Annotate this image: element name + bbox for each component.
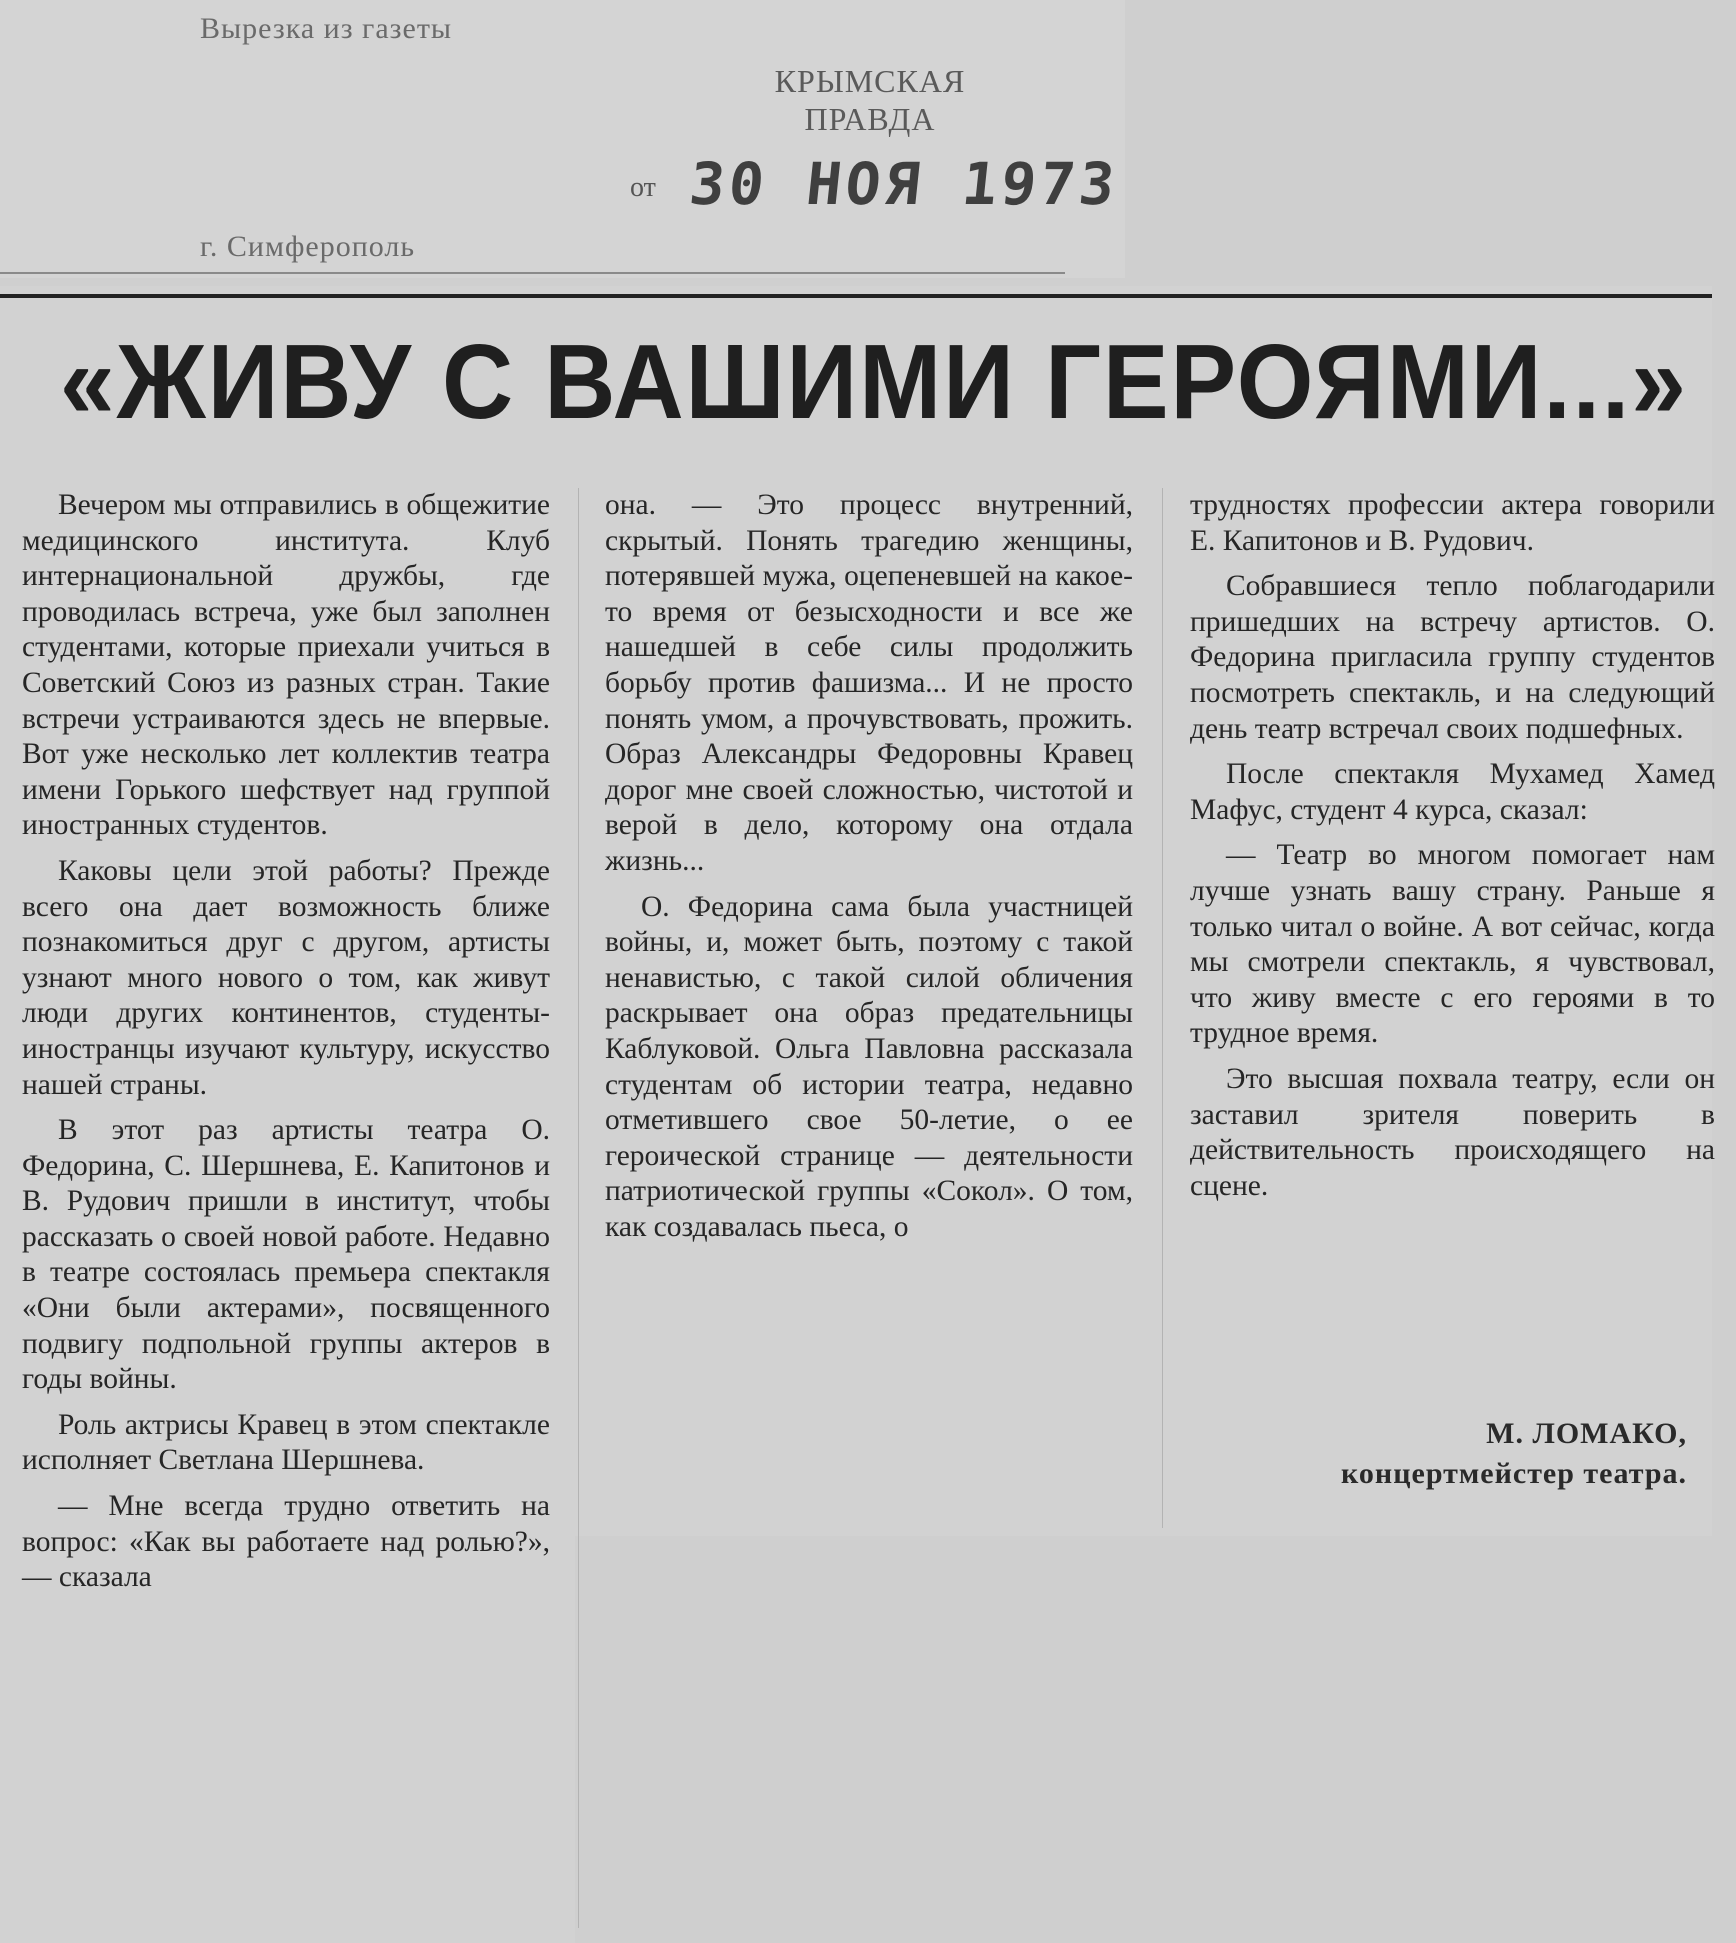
newspaper-name-line2: ПРАВДА [804,101,936,137]
paragraph: В этот раз артисты театра О. Федорина, С. Шершнева, Е. Капитонов и В. Рудович пришли в институт, чтобы рассказать о своей новой работе. Недавно в театре состоялась премьера спектакля «Они были актерами», посвященного подвигу подпольной группы актеров в годы войны. [22,1114,550,1396]
author-name: М. ЛОМАКО, [1486,1417,1687,1450]
article-column-2 [605,488,1133,1255]
column-divider-1 [578,488,579,1928]
paragraph: Это высшая похвала театру, если он заставил зрителя поверить в действительность происходящего на сцене. [1190,1062,1715,1202]
paragraph: — Мне всегда трудно ответить на вопрос: «Как вы работаете над ролью?», — сказала [22,1490,550,1594]
newspaper-name [690,62,1050,138]
date-from-label: от [630,172,656,203]
paragraph: Собравшиеся тепло поблагодарили пришедших на встречу артистов. О. Федорина пригласила группу студентов посмотреть спектакль, и на следующий день театр встречал своих подшефных. [1190,570,1715,745]
date-stamp: 30 НОЯ 1973 [686,150,1122,218]
paragraph: Вечером мы отправились в общежитие медицинского института. Клуб интернациональной дружбы, где проводилась встреча, уже был заполнен студентами, которые приехали учиться в Советский Союз из разных стран. Такие встречи устраиваются здесь не впервые. Вот уже несколько лет коллектив театра имени Горького шефствует над группой иностранных студентов. [22,489,550,842]
column-divider-2 [1162,488,1163,1528]
article-top-rule [0,294,1712,298]
paragraph: После спектакля Мухамед Хамед Мафус, студент 4 курса, сказал: [1190,758,1715,826]
paragraph: Каковы цели этой работы? Прежде всего она дает возможность ближе познакомиться друг с другом, артисты узнают много нового о том, как живут люди других континентов, студенты-иностранцы изучают культуру, искусство нашей страны. [22,854,550,1101]
clipping-header [0,0,1125,278]
paragraph: — Театр во многом помогает нам лучше узнать вашу страну. Раньше я только читал о войне. А вот сейчас, когда мы смотрели спектакль, я чувствовал, что живу вместе с его героями в то трудное время. [1190,839,1715,1050]
paragraph: она. — Это процесс внутренний, скрытый. Понять трагедию женщины, потерявшей мужа, оцепеневшей на какое-то время от безысходности и все же нашедшей в себе силы продолжить борьбу против фашизма... И не просто понять умом, а прочувствовать, прожить. Образ Александры Федоровны Кравец дорог мне своей сложностью, чистотой и верой в дело, которому она отдала жизнь... [605,489,1133,877]
newspaper-name-line1: КРЫМСКАЯ [774,63,966,99]
paragraph: Роль актрисы Кравец в этом спектакле исполняет Светлана Шершнева. [22,1408,550,1477]
article-headline: «ЖИВУ С ВАШИМИ ГЕРОЯМИ...» [59,323,1688,441]
clipping-label: Вырезка из газеты [200,12,453,45]
paragraph: О. Федорина сама была участницей войны, и, может быть, поэтому с такой ненавистью, с такой силой обличения раскрывает она образ предательницы Каблуковой. Ольга Павловна рассказала студентам об истории театра, недавно отметившего свое 50-летие, о ее героической странице — деятельности патриотической группы «Сокол». О том, как создавалась пьеса, о [605,890,1133,1243]
article-column-3 [1190,488,1715,1214]
paragraph: трудностях профессии актера говорили Е. Капитонов и В. Рудович. [1190,489,1715,557]
city-label: г. Симферополь [200,230,416,263]
header-divider [0,272,1065,274]
article-column-1 [22,488,550,1606]
author-role: концертмейстер театра. [1341,1457,1687,1490]
